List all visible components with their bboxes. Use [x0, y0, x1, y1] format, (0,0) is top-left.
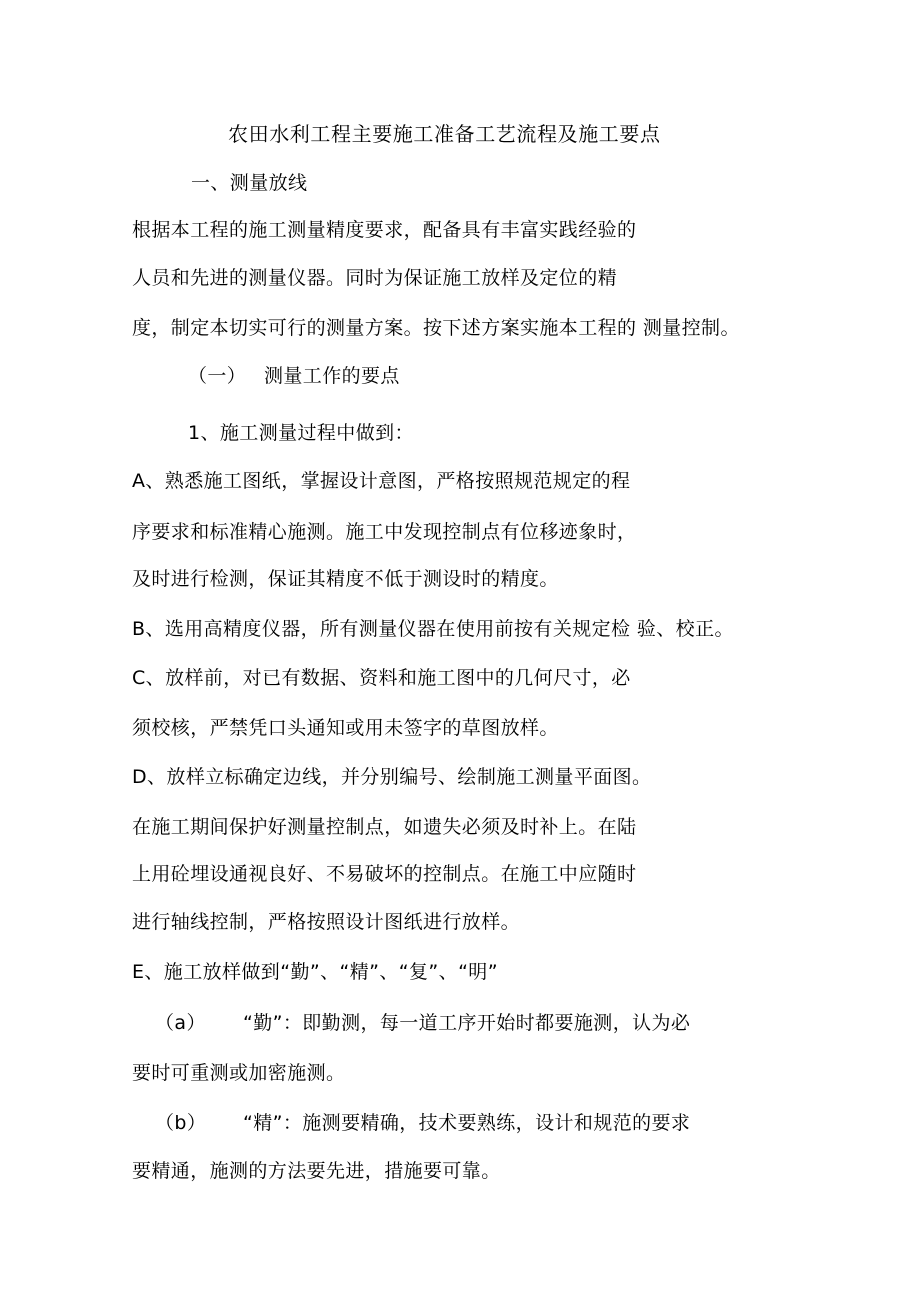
document-title: 农田水利工程主要施工准备工艺流程及施工要点 [228, 122, 661, 146]
paragraph-line: E、施工放样做到“勤”、“精”、“复”、“明” [132, 961, 498, 983]
paragraph-line: D、放样立标确定边线，并分别编号、绘制施工测量平面图。 [132, 766, 652, 788]
paragraph-line: 序要求和标准精心施测。施工中发现控制点有位移迹象时， [132, 521, 637, 543]
section-heading: 一、测量放线 [191, 172, 308, 194]
paragraph-line: 根据本工程的施工测量精度要求，配备具有丰富实践经验的 [132, 219, 637, 241]
paragraph-line: 在施工期间保护好测量控制点，如遗失必须及时补上。在陆 [132, 816, 637, 838]
paragraph-line: 要时可重测或加密施测。 [132, 1062, 346, 1084]
subsection-label: （一） [188, 365, 247, 387]
paragraph-line: B、选用高精度仪器，所有测量仪器在使用前按有关规定检 验、校正。 [132, 618, 734, 640]
subsection-heading [188, 364, 400, 388]
paragraph-line: 须校核，严禁凭口头通知或用未签字的草图放样。 [132, 717, 559, 739]
paragraph-line: C、放样前，对已有数据、资料和施工图中的几何尺寸，必 [132, 667, 631, 689]
list-item-text: “勤”：即勤测，每一道工序开始时都要施测，认为必 [243, 1012, 691, 1034]
list-item-b [155, 1111, 690, 1135]
paragraph-line: A、熟悉施工图纸，掌握设计意图，严格按照规范规定的程 [132, 470, 631, 492]
paragraph-line: 度，制定本切实可行的测量方案。按下述方案实施本工程的 测量控制。 [132, 317, 740, 339]
subsection-text: 测量工作的要点 [264, 365, 400, 387]
paragraph-line: 及时进行检测，保证其精度不低于测设时的精度。 [132, 568, 559, 590]
paragraph-line: 上用砼埋设通视良好、不易破坏的控制点。在施工中应随时 [132, 863, 637, 885]
paragraph-line: 进行轴线控制，严格按照设计图纸进行放样。 [132, 911, 521, 933]
list-item-text: “精”：施测要精确，技术要熟练，设计和规范的要求 [243, 1112, 691, 1134]
paragraph-line: 要精通，施测的方法要先进，措施要可靠。 [132, 1160, 501, 1182]
paragraph-line: 人员和先进的测量仪器。同时为保证施工放样及定位的精 [132, 267, 618, 289]
list-item-a [155, 1011, 690, 1035]
list-item-label: （b） [155, 1112, 207, 1134]
item-heading: 1、施工测量过程中做到： [188, 422, 414, 444]
list-item-label: （a） [155, 1012, 206, 1034]
